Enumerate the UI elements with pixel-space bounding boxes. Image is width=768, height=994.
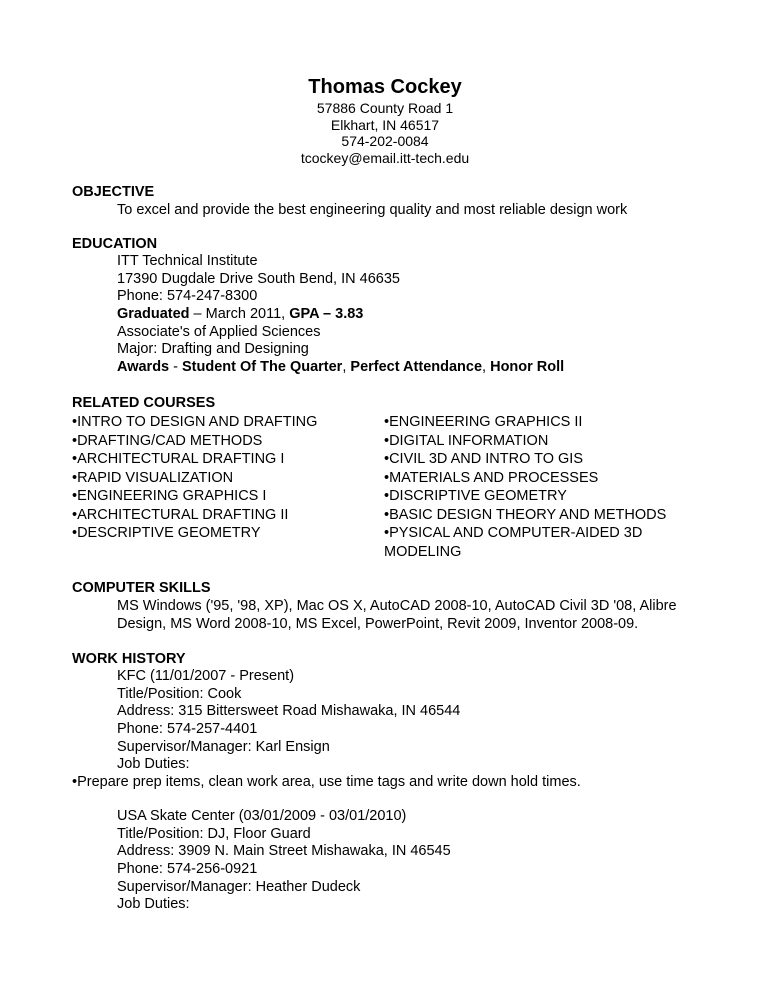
address-line-2: Elkhart, IN 46517 [330,116,440,133]
awards-line [117,359,564,377]
job-duties-label: Job Duties: [117,896,190,913]
job-address: Address: 3909 N. Main Street Mishawaka, IN 46545 [117,843,451,860]
skills-text [117,597,717,633]
skills-line-2: Design, MS Word 2008-10, MS Excel, PowerPoint, Revit 2009, Inventor 2008-09. [117,616,639,632]
course-item: •ARCHITECTURAL DRAFTING II [72,506,289,523]
award-separator-2: , [482,359,491,376]
course-item: •ENGINEERING GRAPHICS II [384,414,583,430]
awards-label: Awards [117,359,170,376]
phone-number: 574-202-0084 [341,133,429,149]
award-separator-1: , [342,359,351,376]
job-duties-label: Job Duties: [117,756,190,773]
awards-separator: - [169,359,183,376]
objective-heading: OBJECTIVE [72,184,155,200]
award-student-of-quarter: Student Of The Quarter [182,359,343,376]
major: Major: Drafting and Designing [117,341,309,358]
skills-line-1: MS Windows ('95, '98, XP), Mac OS X, AutoCAD 2008-10, AutoCAD Civil 3D '08, Alibre [117,598,677,614]
education-heading: EDUCATION [72,236,158,252]
graduation-line [117,306,564,324]
degree: Associate's of Applied Sciences [117,323,321,340]
courses-right-column [384,413,684,561]
work-heading: WORK HISTORY [72,651,186,667]
courses-left-column [72,413,317,543]
course-item: •ARCHITECTURAL DRAFTING I [72,451,285,467]
email-address: tcockey@email.itt-tech.edu [300,149,470,166]
school-name: ITT Technical Institute [117,253,258,269]
course-item: •MATERIALS AND PROCESSES [384,469,599,486]
course-item: •CIVIL 3D AND INTRO TO GIS [384,451,583,467]
course-item: •INTRO TO DESIGN AND DRAFTING [72,414,318,430]
course-item: •BASIC DESIGN THEORY AND METHODS [384,506,667,523]
courses-heading: RELATED COURSES [72,395,216,411]
job-employer: USA Skate Center (03/01/2009 - 03/01/2010) [117,808,407,824]
job-employer: KFC (11/01/2007 - Present) [117,668,295,684]
job-entry [117,808,451,914]
school-phone: Phone: 574-247-8300 [117,288,258,305]
education-details [117,253,564,377]
course-item: •DISCRIPTIVE GEOMETRY [384,488,567,504]
course-item: •DESCRIPTIVE GEOMETRY [72,525,261,541]
objective-text: To excel and provide the best engineering quality and most reliable design work [117,202,628,218]
school-address: 17390 Dugdale Drive South Bend, IN 46635 [117,270,400,287]
job-phone: Phone: 574-256-0921 [117,861,258,878]
job-supervisor: Supervisor/Manager: Heather Dudeck [117,878,361,895]
course-item: •PYSICAL AND COMPUTER-AIDED 3D MODELING [384,525,643,560]
gpa-value: GPA – 3.83 [289,306,364,323]
skills-heading: COMPUTER SKILLS [72,580,211,596]
course-item: •ENGINEERING GRAPHICS I [72,488,267,504]
job-phone: Phone: 574-257-4401 [117,721,258,738]
job-supervisor: Supervisor/Manager: Karl Ensign [117,738,330,755]
address-line-1: 57886 County Road 1 [316,100,454,116]
job-duty-item: •Prepare prep items, clean work area, use time tags and write down hold times. [72,774,581,790]
resume-header [270,75,500,166]
applicant-name: Thomas Cockey [308,76,462,98]
course-item: •DIGITAL INFORMATION [384,432,549,449]
job-title: Title/Position: Cook [117,685,242,702]
graduated-date: – March 2011, [189,306,290,323]
award-honor-roll: Honor Roll [490,359,565,376]
award-perfect-attendance: Perfect Attendance [350,359,483,376]
graduated-label: Graduated [117,306,190,323]
job-entry [117,668,460,774]
job-address: Address: 315 Bittersweet Road Mishawaka, IN 46544 [117,703,461,720]
course-item: •DRAFTING/CAD METHODS [72,432,263,449]
job-title: Title/Position: DJ, Floor Guard [117,825,311,842]
course-item: •RAPID VISUALIZATION [72,469,234,486]
